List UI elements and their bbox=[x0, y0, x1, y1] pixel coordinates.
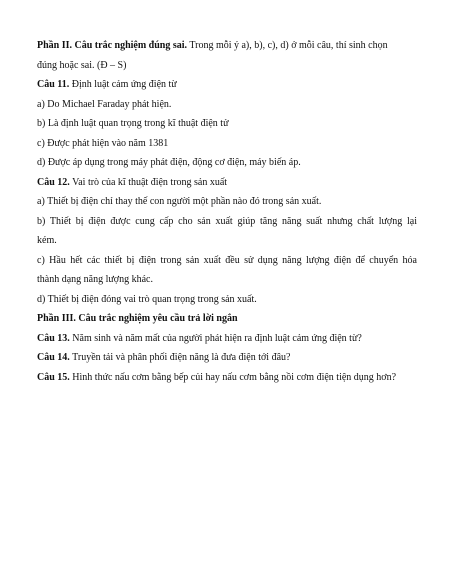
question-11-option-a: a) Do Michael Faraday phát hiện. bbox=[37, 98, 172, 110]
question-12-option-c-line1: c) Hầu hết các thiết bị điện trong sản xuất đều sử dụng năng lượng điện để chuyển hóa bbox=[37, 254, 417, 266]
question-12-option-b-line2: kém. bbox=[37, 235, 57, 246]
question-12-option-b-line1: b) Thiết bị điện được cung cấp cho sản xuất giúp tăng năng suất nhưng chất lượng lại bbox=[37, 215, 417, 227]
question-13-label: Câu 13. bbox=[37, 332, 70, 344]
question-12-text: Vai trò của kĩ thuật điện trong sản xuất bbox=[69, 176, 228, 188]
question-11-label: Câu 11. bbox=[37, 79, 70, 90]
question-12-option-d: d) Thiết bị điện đóng vai trò quan trọng trong sản xuất. bbox=[37, 293, 257, 305]
question-14-text: Truyền tải và phân phối điện năng là đưa điện tới đâu? bbox=[69, 352, 291, 363]
question-11-option-d: d) Được áp dụng trong máy phát điện, động cơ điện, máy biến áp. bbox=[37, 157, 301, 168]
question-13-text: Năm sinh và năm mất của người phát hiện ra định luật cảm ứng điện từ? bbox=[69, 332, 362, 344]
question-12-label: Câu 12. bbox=[37, 176, 70, 188]
question-11-text: Định luật cảm ứng điện từ bbox=[69, 79, 177, 90]
section2-intro-text: Trong mỗi ý a), b), c), d) ở mỗi câu, thí sinh chọn bbox=[187, 40, 388, 51]
document-page bbox=[37, 36, 417, 387]
question-14-label: Câu 14. bbox=[37, 352, 70, 363]
question-14 bbox=[37, 348, 417, 368]
section2-intro-line2: đúng hoặc sai. (Đ – S) bbox=[37, 59, 127, 71]
question-11 bbox=[37, 75, 417, 95]
section3-heading: Phần III. Câu trắc nghiệm yêu cầu trả lời ngắn bbox=[37, 313, 238, 324]
question-12-option-c-line2: thành dạng năng lượng khác. bbox=[37, 274, 153, 285]
question-11-option-c: c) Được phát hiện vào năm 1381 bbox=[37, 137, 169, 149]
section2-intro bbox=[37, 36, 417, 56]
question-12-option-a: a) Thiết bị điện chỉ thay thế con người một phần nào đó trong sản xuất. bbox=[37, 196, 322, 207]
question-15-label: Câu 15. bbox=[37, 371, 70, 383]
section2-heading: Phần II. Câu trắc nghiệm đúng sai. bbox=[37, 40, 188, 51]
question-11-option-b: b) Là định luật quan trọng trong kĩ thuật điện tử bbox=[37, 118, 229, 129]
question-15 bbox=[37, 368, 417, 388]
question-12 bbox=[37, 173, 417, 193]
question-13 bbox=[37, 329, 417, 349]
question-15-text: Hình thức nấu cơm bằng bếp củi hay nấu cơm bằng nồi cơm điện tiện dụng hơn? bbox=[69, 371, 397, 383]
